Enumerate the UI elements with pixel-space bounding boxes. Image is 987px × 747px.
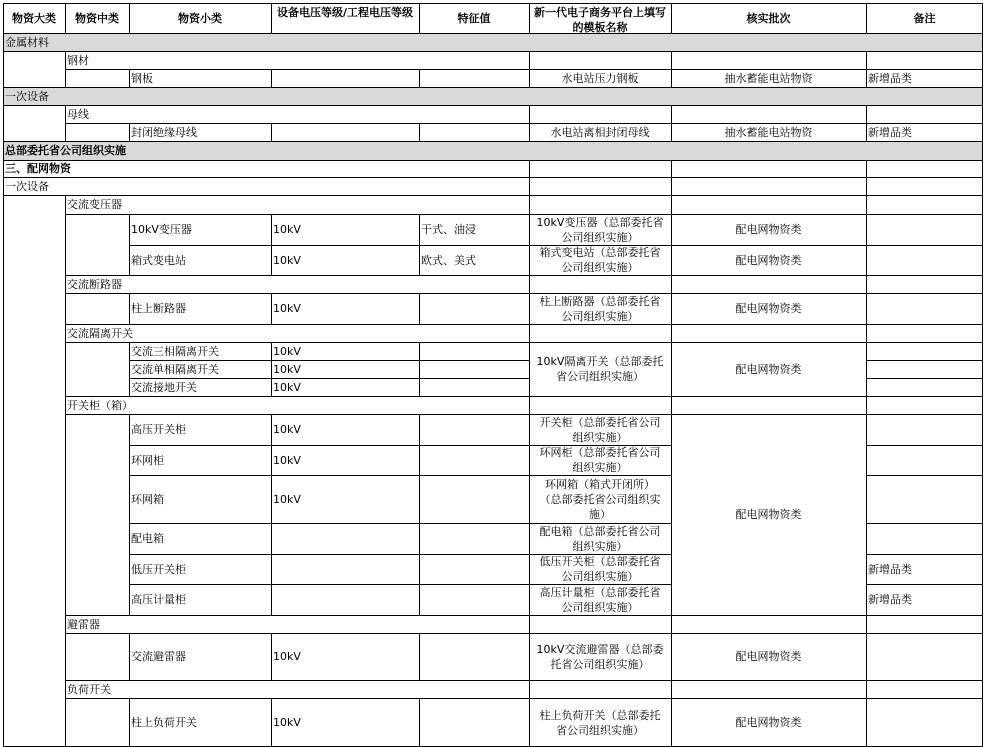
template-pole-breaker: 柱上断路器（总部委托省 公司组织实施） [539,294,661,323]
feature-box-substation: 欧式、美式 [421,253,476,267]
voltage-10kv-transformer: 10kV [273,223,301,236]
voltage-iso-1phase: 10kV [273,362,301,376]
header-voltage-level: 设备电压等级/工程电压等级 [276,6,414,19]
section-primary-1: 一次设备 [5,89,49,103]
category-steel: 钢材 [67,53,89,67]
note-new-category-2: 新增品类 [868,125,912,139]
voltage-iso-3phase: 10kV [273,344,301,358]
batch-box-substation: 配电网物资类 [735,253,802,267]
header-minor-category: 物资小类 [178,11,222,25]
header-remarks: 备注 [913,11,936,25]
note-hv-metering: 新增品类 [868,593,912,606]
header-feature-value: 特征值 [457,11,491,25]
item-ring-box: 环网箱 [131,492,164,506]
item-pole-load-switch: 柱上负荷开关 [131,716,197,729]
template-ac-arrester: 10kV交流避雷器（总部委 托省公司组织实施） [536,642,664,671]
voltage-hv-switchgear: 10kV [273,423,301,436]
voltage-iso-ground: 10kV [273,380,301,394]
batch-ac-arrester: 配电网物资类 [735,650,802,663]
section-hq-delegated: 总部委托省公司组织实施 [5,144,126,157]
voltage-ring-cabinet: 10kV [273,453,301,467]
item-lv-switchgear: 低压开关柜 [131,562,186,576]
category-ac-isolator: 交流隔离开关 [67,326,133,340]
template-steel-plate: 水电站压力钢板 [561,71,639,85]
note-lv-switchgear: 新增品类 [868,562,912,576]
item-pole-breaker: 柱上断路器 [131,302,186,315]
template-box-substation: 箱式变电站（总部委托省 公司组织实施） [539,246,661,274]
batch-pumped-storage-2: 抽水蓄能电站物资 [724,125,813,139]
item-iso-1phase: 交流单相隔离开关 [131,362,219,376]
voltage-box-substation: 10kV [273,253,301,267]
item-10kv-transformer: 10kV变压器 [131,223,192,236]
template-lv-switchgear: 低压开关柜（总部委托省 公司组织实施） [539,555,661,583]
template-isolator: 10kV隔离开关（总部委托 省公司组织实施） [536,355,664,383]
category-arrester: 避雷器 [67,617,100,631]
section-primary-2: 一次设备 [5,179,49,193]
category-load-switch: 负荷开关 [67,682,111,696]
voltage-ac-arrester: 10kV [273,650,301,663]
template-ring-cabinet: 环网柜（总部委托省公司 组织实施） [539,446,661,474]
batch-pole-load-switch: 配电网物资类 [735,716,802,729]
category-ac-transformer: 交流变压器 [67,198,122,211]
batch-switchgear: 配电网物资类 [735,508,802,521]
item-hv-switchgear: 高压开关柜 [131,423,186,436]
header-major-category: 物资大类 [12,11,56,25]
feature-10kv-transformer: 干式、油浸 [421,223,476,236]
template-pole-load-switch: 柱上负荷开关（总部委托 省公司组织实施） [539,708,661,737]
item-iso-ground: 交流接地开关 [131,380,197,394]
item-ring-cabinet: 环网柜 [131,453,164,467]
batch-pumped-storage-1: 抽水蓄能电站物资 [724,71,813,85]
item-iso-3phase: 交流三相隔离开关 [131,344,219,358]
category-switchgear: 开关柜（箱） [67,398,133,412]
note-new-category-1: 新增品类 [868,71,912,85]
item-ac-arrester: 交流避雷器 [131,650,186,663]
voltage-pole-load-switch: 10kV [273,716,301,729]
template-ring-box: 环网箱（箱式开闭所） （总部委托省公司组织实 施） [539,477,661,521]
template-closed-busbar: 水电站离相封闭母线 [550,125,650,139]
batch-10kv-transformer: 配电网物资类 [735,223,802,236]
item-hv-metering: 高压计量柜 [131,593,186,606]
item-dist-box: 配电箱 [131,532,164,545]
category-busbar: 母线 [67,107,89,121]
template-dist-box: 配电箱（总部委托省公司 组织实施） [539,524,661,553]
header-middle-category: 物资中类 [75,11,119,25]
batch-pole-breaker: 配电网物资类 [735,302,802,315]
item-steel-plate: 钢板 [131,71,153,85]
batch-isolator: 配电网物资类 [735,362,802,376]
template-hv-metering: 高压计量柜（总部委托省 公司组织实施） [539,585,661,614]
section-metal: 金属材料 [5,35,49,49]
item-closed-busbar: 封闭绝缘母线 [131,125,197,139]
item-box-substation: 箱式变电站 [131,253,186,267]
spreadsheet-table [3,3,983,747]
template-10kv-transformer: 10kV变压器（总部委托省 公司组织实施） [536,215,664,244]
voltage-ring-box: 10kV [273,492,301,506]
header-verify-batch: 核实批次 [746,11,791,25]
category-ac-breaker: 交流断路器 [67,277,122,291]
voltage-pole-breaker: 10kV [273,302,301,315]
section-part3: 三、配网物资 [5,162,71,175]
header-template-name: 新一代电子商务平台上填写的模板名称 [534,6,666,33]
template-hv-switchgear: 开关柜（总部委托省公司 组织实施） [539,415,661,444]
